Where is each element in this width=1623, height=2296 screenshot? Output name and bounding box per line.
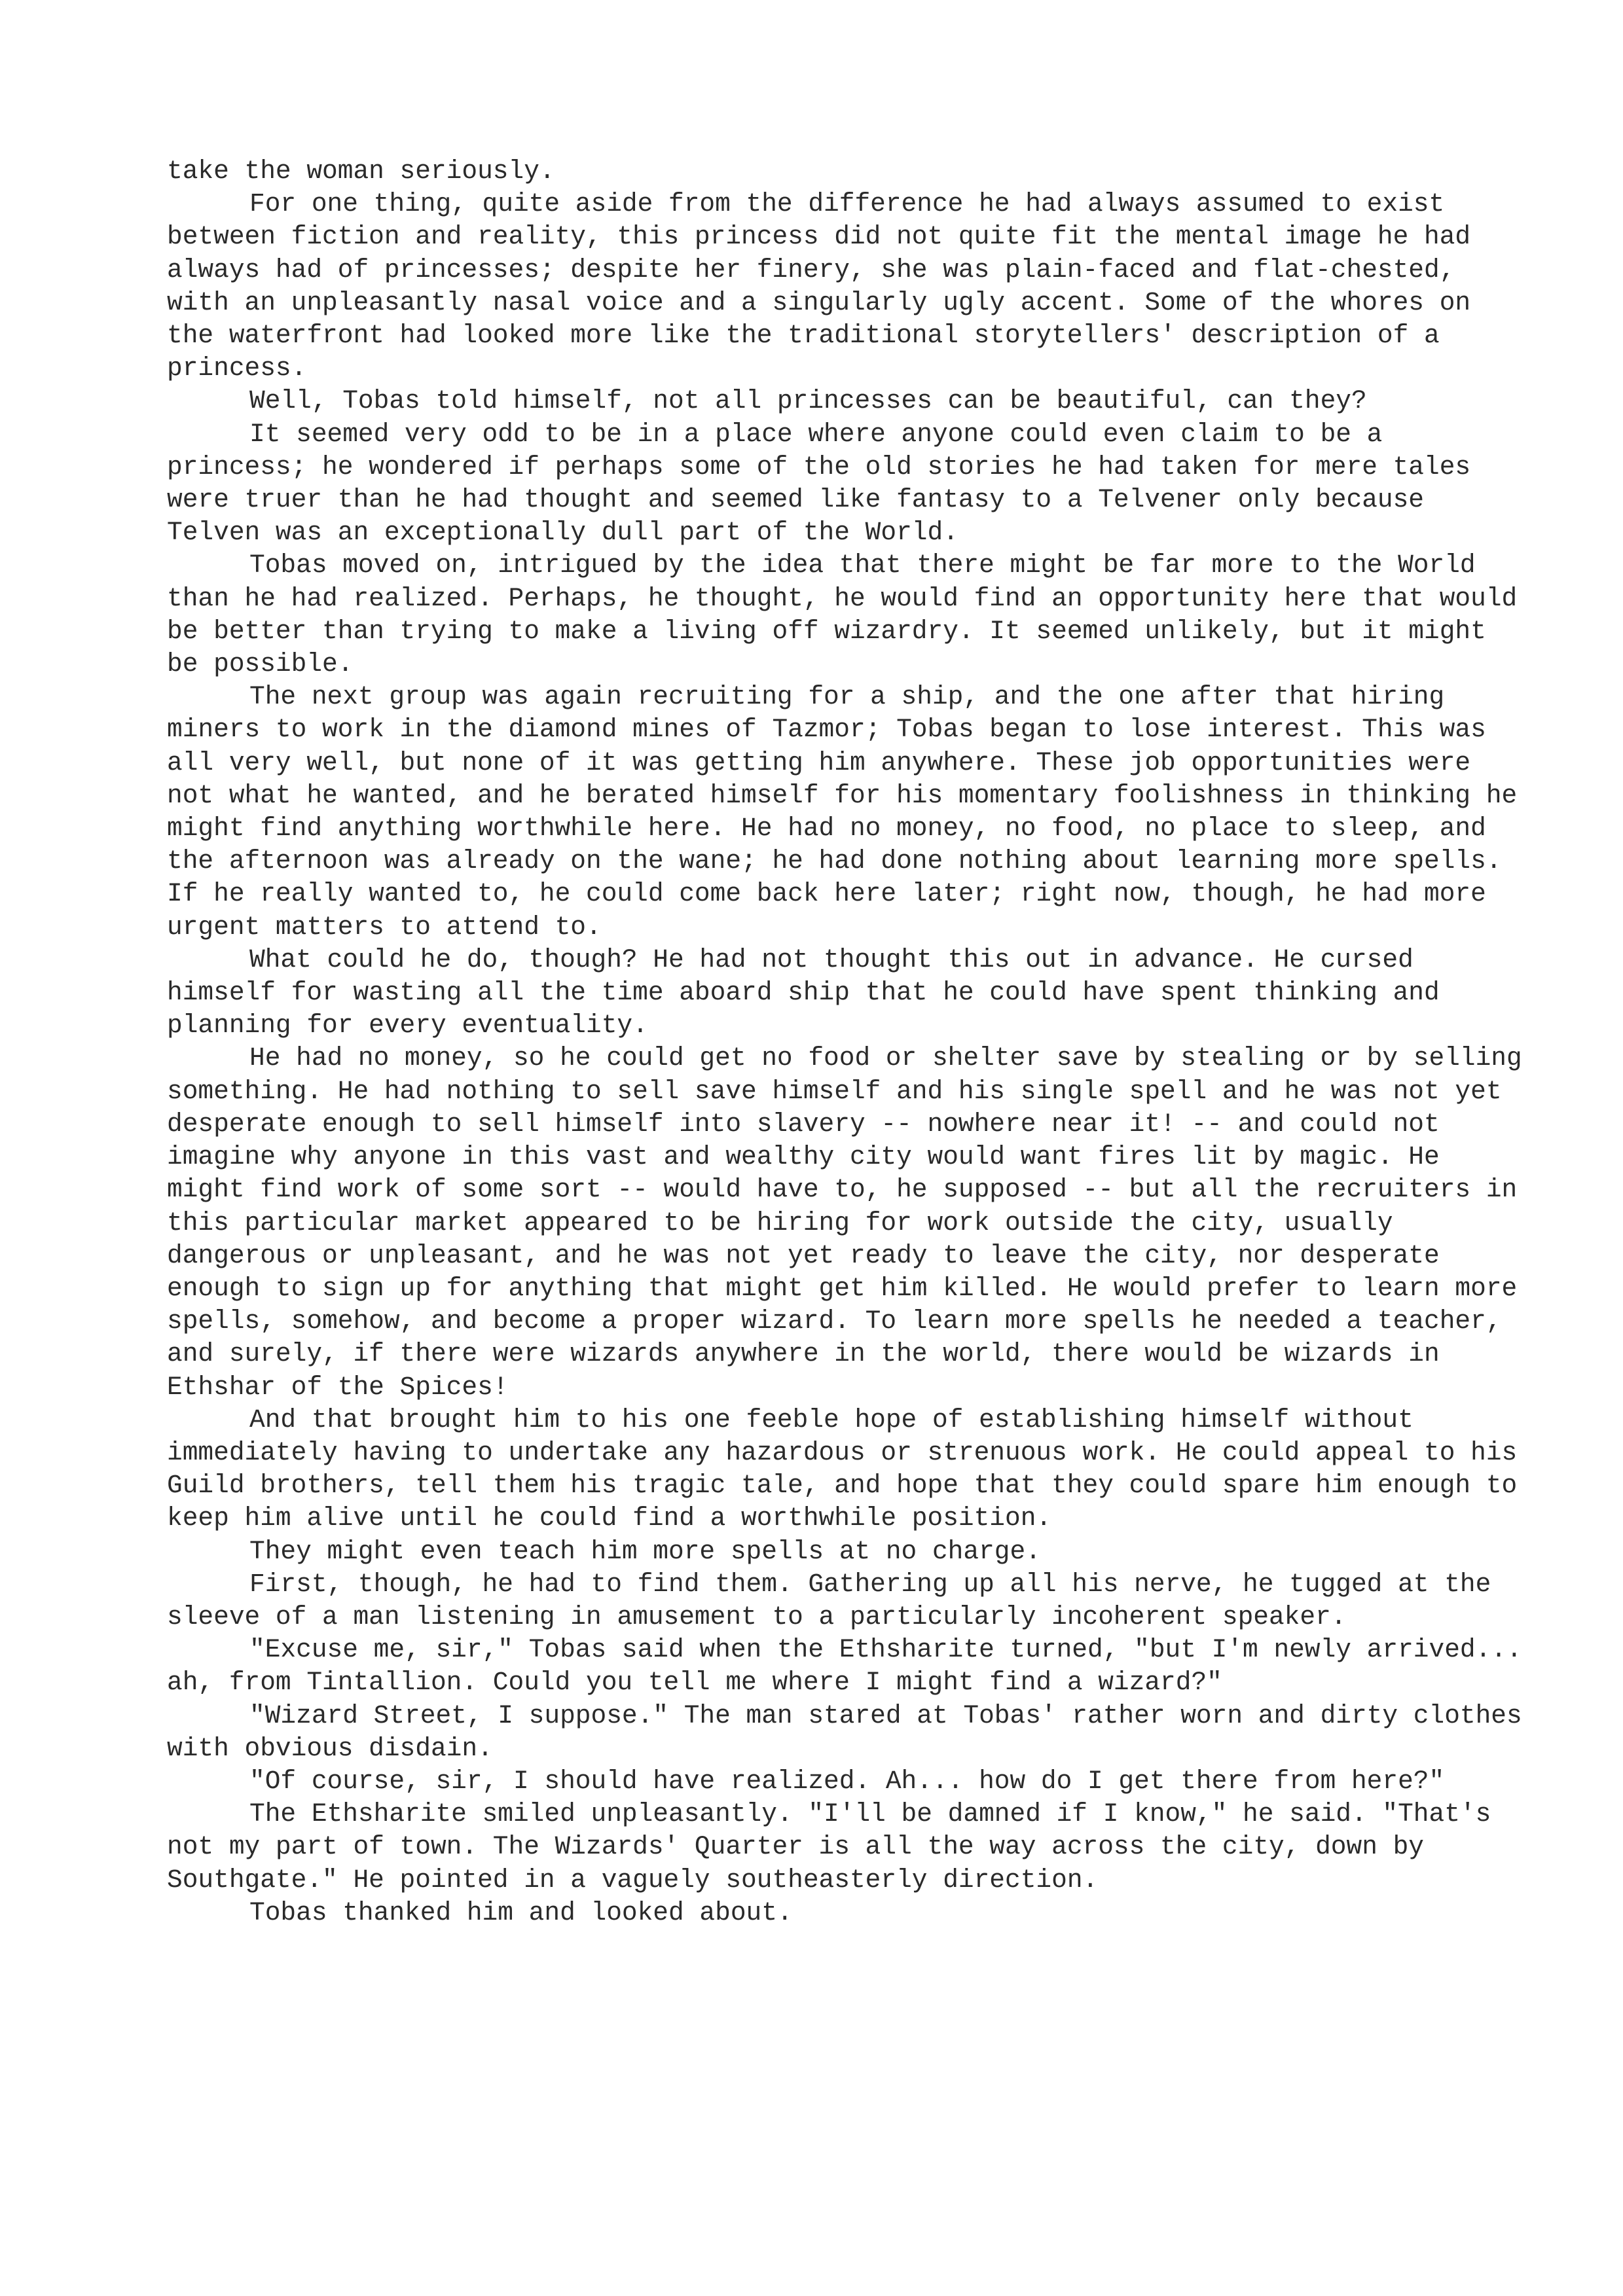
paragraph: "Excuse me, sir," Tobas said when the Ethsharite turned, "but I'm newly arrived... ah, from Tintallion. Could you tell me where I might find a wizard?" [167, 1635, 1538, 1698]
body-text [167, 155, 1538, 1929]
paragraph: The next group was again recruiting for a ship, and the one after that hiring miners to work in the diamond mines of Tazmor; Tobas began to lose interest. This was all very well, but none of it was getting him anywhere. These job opportunities were not what he wanted, and he berated himself for his momentary foolishness in thinking he might find anything worthwhile here. He had no money, no food, no place to sleep, and the afternoon was already on the wane; he had done nothing about learning more spells. If he really wanted to, he could come back here later; right now, though, he had more urgent matters to attend to. [167, 682, 1533, 942]
paragraph: Tobas thanked him and looked about. [249, 1897, 793, 1928]
paragraph: The Ethsharite smiled unpleasantly. "I'll be damned if I know," he said. "That's not my part of town. The Wizards' Quarter is all the way across the city, down by Southgate." He pointed in a vaguely southeasterly direction. [167, 1799, 1507, 1895]
paragraph: He had no money, so he could get no food or shelter save by stealing or by selling something. He had nothing to sell save himself and his single spell and he was not yet desperate enough to sell himself into slavery -- nowhere near it! -- and could not imagine why anyone in this vast and wealthy city would want fires lit by magic. He might find work of some sort -- would have to, he supposed -- but all the recruiters in this particular market appeared to be hiring for work outside the city, usually dangerous or unpleasant, and he was not yet ready to leave the city, nor desperate enough to sign up for anything that might get him killed. He would prefer to learn more spells, somehow, and become a proper wizard. To learn more spells he needed a teacher, and surely, if there were wizards anywhere in the world, there would be wizards in Ethshar of the Spices! [167, 1043, 1538, 1402]
paragraph: Well, Tobas told himself, not all princesses can be beautiful, can they? [249, 386, 1367, 416]
paragraph: What could he do, though? He had not thought this out in advance. He cursed himself for wasting all the time aboard ship that he could have spent thinking and planning for every eventuality. [167, 944, 1455, 1041]
paragraph: They might even teach him more spells at no charge. [249, 1536, 1041, 1566]
paragraph: First, though, he had to find them. Gathering up all his nerve, he tugged at the sleeve of a man listening in amusement to a particularly incoherent speaker. [167, 1569, 1507, 1632]
paragraph: Tobas moved on, intrigued by the idea that there might be far more to the World than he had realized. Perhaps, he thought, he would find an opportunity here that would be better than trying to make a living off wizardry. It seemed unlikely, but it might be possible. [167, 550, 1533, 679]
paragraph: It seemed very odd to be in a place where anyone could even claim to be a princess; he wondered if perhaps some of the old stories he had taken for mere tales were truer than he had thought and seemed like fantasy to a Telvener only because Telven was an exceptionally dull part of the World. [167, 419, 1486, 548]
paragraph: take the woman seriously. [167, 156, 555, 186]
paragraph: And that brought him to his one feeble hope of establishing himself without immediately having to undertake any hazardous or strenuous work. He could appeal to his Guild brothers, tell them his tragic tale, and hope that they could spare him enough to keep him alive until he could find a worthwhile position. [167, 1405, 1533, 1534]
paragraph: For one thing, quite aside from the difference he had always assumed to exist between fiction and reality, this princess did not quite fit the mental image he had always had of princesses; despite her finery, she was plain-faced and flat-chested, with an unpleasantly nasal voice and a singularly ugly accent. Some of the whores on the waterfront had looked more like the traditional storytellers' description of a princess. [167, 189, 1486, 384]
paragraph: "Wizard Street, I suppose." The man stared at Tobas' rather worn and dirty clothes with obvious disdain. [167, 1700, 1538, 1763]
paragraph: "Of course, sir, I should have realized. Ah... how do I get there from here?" [249, 1766, 1445, 1796]
